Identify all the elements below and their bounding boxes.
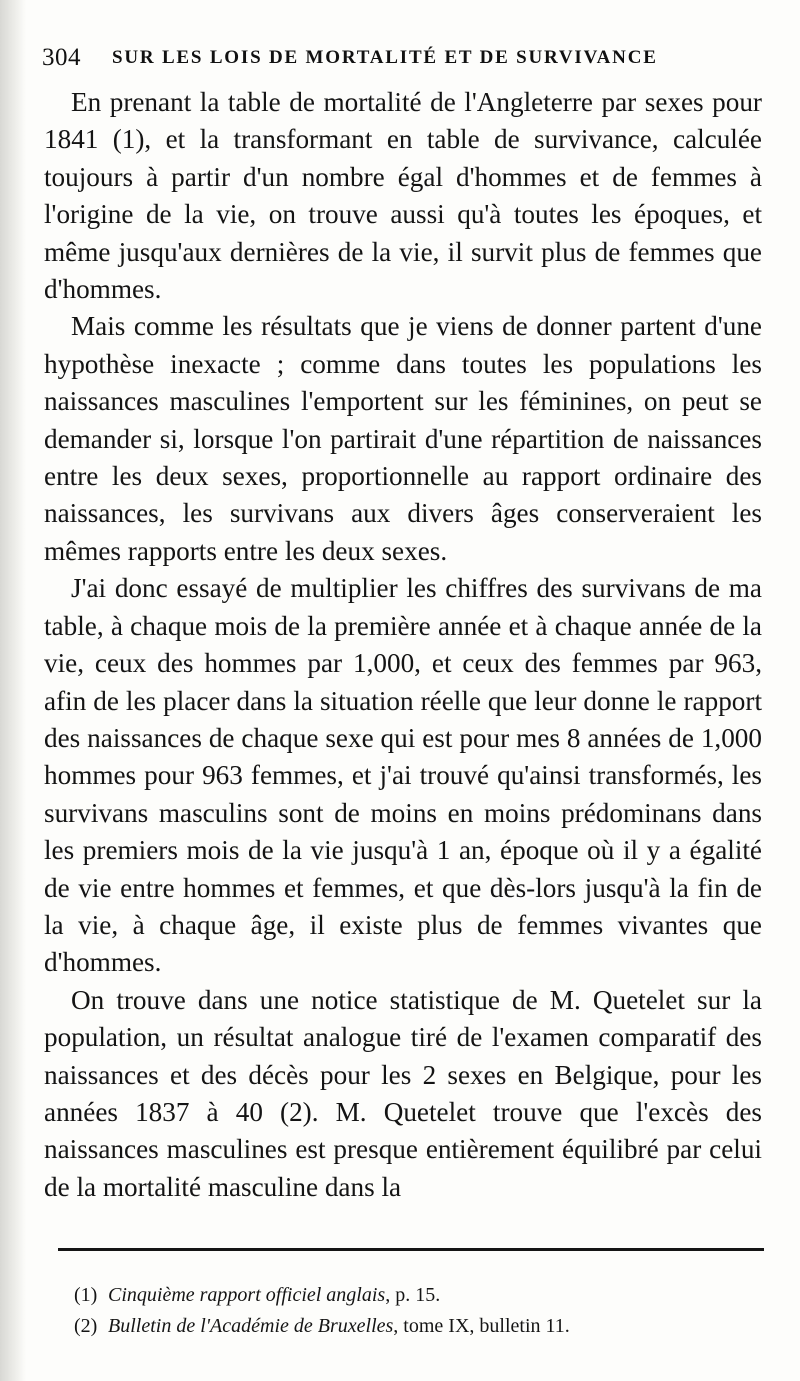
paragraph: En prenant la table de mortalité de l'Angleterre par sexes pour 1841 (1), et la transformant en table de survivance, calculée toujours à partir d'un nombre égal d'hommes et de femmes à l'origine de la vie, on trouve aussi qu'à toutes les époques, et même jusqu'aux dernières de la vie, il survit plus de femmes que d'hommes. (44, 87, 762, 305)
page-number: 304 (42, 44, 81, 71)
footnote-source-title: Cinquième rapport officiel anglais (108, 1284, 386, 1306)
footnote-separator (58, 1248, 764, 1251)
running-title: SUR LES LOIS DE MORTALITÉ ET DE SURVIVANCE (112, 47, 658, 68)
paragraph: On trouve dans une notice statistique de M. Quetelet sur la population, un résultat analogue tiré de l'examen comparatif des naissances et des décès pour les 2 sexes en Belgique, pour les années 1837 à 40 (2). M. Quetelet trouve que l'excès des naissances masculines est presque entièrement équilibré par celui de la mortalité masculine dans la (44, 984, 762, 1202)
footnote (74, 1311, 714, 1342)
footnote-reference: , p. 15. (385, 1284, 441, 1306)
page-gutter-shadow (0, 0, 26, 1381)
body-text (44, 84, 762, 1206)
page-header (40, 40, 760, 80)
footnote (74, 1280, 714, 1311)
paragraph: Mais comme les résultats que je viens de donner partent d'une hypothèse inexacte ; comme dans toutes les populations les naissances masculines l'emportent sur les féminines, on peut se demander si, lorsque l'on partirait d'une répartition de naissances entre les deux sexes, proportionnelle au rapport ordinaire des naissances, les survivans aux divers âges conserveraient les mêmes rapports entre les deux sexes. (44, 311, 762, 566)
paragraph: J'ai donc essayé de multiplier les chiffres des survivans de ma table, à chaque mois de la première année et à chaque année de la vie, ceux des hommes par 1,000, et ceux des femmes par 963, afin de les placer dans la situation réelle que leur donne le rapport des naissances de chaque sexe qui est pour mes 8 années de 1,000 hommes pour 963 femmes, et j'ai trouvé qu'ainsi transformés, les survivans masculins sont de moins en moins prédominans dans les premiers mois de la vie jusqu'à 1 an, époque où il y a égalité de vie entre hommes et femmes, et que dès-lors jusqu'à la fin de la vie, à chaque âge, il existe plus de femmes vivantes que d'hommes. (44, 573, 762, 978)
footnotes (74, 1280, 714, 1342)
footnote-marker: (2) (74, 1315, 98, 1337)
footnote-reference: , tome IX, bulletin 11. (393, 1315, 570, 1337)
footnote-marker: (1) (74, 1284, 98, 1306)
footnote-source-title: Bulletin de l'Académie de Bruxelles (108, 1315, 394, 1337)
